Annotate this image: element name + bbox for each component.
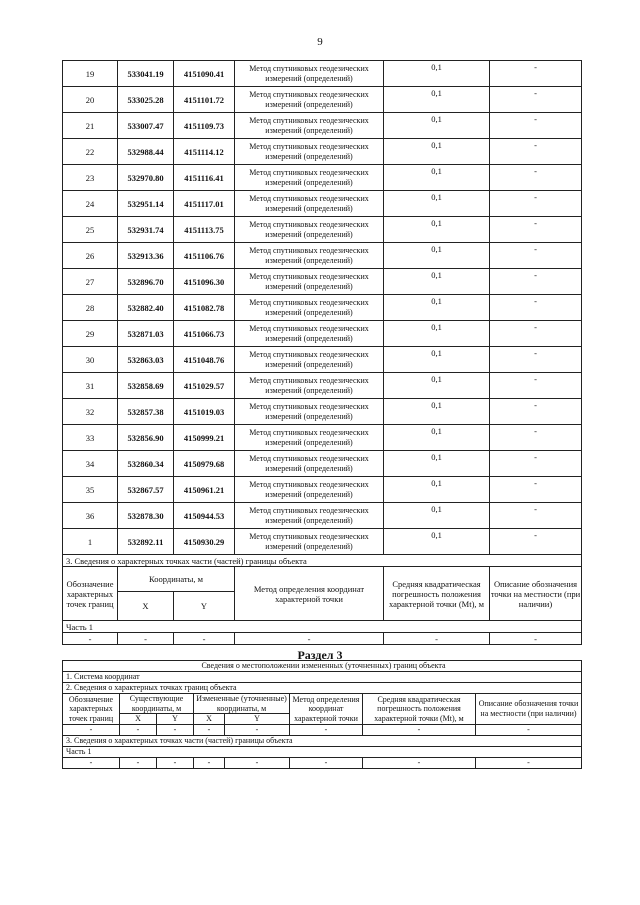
coord-y: 4150944.53 [174,503,235,529]
accuracy-cell: 0,1 [384,87,490,113]
method-cell: Метод спутниковых геодезических измерений (определений) [235,477,384,503]
point-number: 1 [63,529,118,555]
accuracy-cell: 0,1 [384,243,490,269]
s3-header-designation: Обозначение характерных точек границ [63,694,120,725]
accuracy-cell: 0,1 [384,295,490,321]
dash-cell: - [194,757,225,768]
coord-x: 533025.28 [118,87,174,113]
dash-cell: - [290,757,363,768]
point-number: 25 [63,217,118,243]
section3-item3: 3. Сведения о характерных точках части (частей) границы объекта [63,735,582,746]
accuracy-cell: 0,1 [384,269,490,295]
coord-x: 532896.70 [118,269,174,295]
accuracy-cell: 0,1 [384,61,490,87]
coord-y: 4150979.68 [174,451,235,477]
dash-cell: - [476,724,582,735]
description-cell: - [490,295,582,321]
point-number: 34 [63,451,118,477]
coord-y: 4150930.29 [174,529,235,555]
description-cell: - [490,191,582,217]
table-row [63,477,582,503]
method-cell: Метод спутниковых геодезических измерений (определений) [235,165,384,191]
coord-y: 4151019.03 [174,399,235,425]
section3-subtitle: Сведения о местоположении измененных (уточненных) границ объекта [63,661,582,672]
coord-x: 532860.34 [118,451,174,477]
coord-x: 532871.03 [118,321,174,347]
accuracy-cell: 0,1 [384,425,490,451]
description-cell: - [490,373,582,399]
method-cell: Метод спутниковых геодезических измерений (определений) [235,113,384,139]
description-cell: - [490,217,582,243]
coord-x: 532858.69 [118,373,174,399]
dash-cell: - [225,757,290,768]
header-x: X [118,592,174,621]
method-cell: Метод спутниковых геодезических измерений (определений) [235,139,384,165]
coord-y: 4151117.01 [174,191,235,217]
s3-header-changed: Измененные (уточненные) координаты, м [194,694,290,714]
method-cell: Метод спутниковых геодезических измерений (определений) [235,269,384,295]
point-number: 21 [63,113,118,139]
dash-cell: - [63,724,120,735]
accuracy-cell: 0,1 [384,529,490,555]
method-cell: Метод спутниковых геодезических измерений (определений) [235,399,384,425]
coord-y: 4151109.73 [174,113,235,139]
coord-y: 4151066.73 [174,321,235,347]
accuracy-cell: 0,1 [384,217,490,243]
method-cell: Метод спутниковых геодезических измерений (определений) [235,191,384,217]
s3-header-method: Метод определения координат характерной точки [290,694,363,725]
point-number: 28 [63,295,118,321]
description-cell: - [490,477,582,503]
dash-cell: - [120,757,157,768]
table-row [63,347,582,373]
table-row [63,165,582,191]
accuracy-cell: 0,1 [384,373,490,399]
method-cell: Метод спутниковых геодезических измерений (определений) [235,321,384,347]
method-cell: Метод спутниковых геодезических измерений (определений) [235,347,384,373]
table-row [63,529,582,555]
table-row [63,451,582,477]
dash-cell: - [194,724,225,735]
section3-part-label: Часть 1 [63,746,582,757]
coord-x: 533041.19 [118,61,174,87]
point-number: 30 [63,347,118,373]
dash-cell: - [235,633,384,645]
accuracy-cell: 0,1 [384,399,490,425]
accuracy-cell: 0,1 [384,503,490,529]
coord-y: 4151096.30 [174,269,235,295]
coord-x: 533007.47 [118,113,174,139]
coord-y: 4151048.76 [174,347,235,373]
table-row [63,295,582,321]
s3-header-description: Описание обозначения точки на местности (при наличии) [476,694,582,725]
accuracy-cell: 0,1 [384,347,490,373]
dash-cell: - [490,633,582,645]
s3-header-existing: Существующие координаты, м [120,694,194,714]
coordinates-table [62,60,582,645]
coord-x: 532882.40 [118,295,174,321]
header-coords: Координаты, м [118,567,235,592]
s3-header-accuracy: Средняя квадратическая погрешность положения характерной точки (Mt), м [363,694,476,725]
table-row [63,373,582,399]
description-cell: - [490,425,582,451]
point-number: 19 [63,61,118,87]
coord-y: 4151114.12 [174,139,235,165]
method-cell: Метод спутниковых геодезических измерений (определений) [235,451,384,477]
method-cell: Метод спутниковых геодезических измерений (определений) [235,217,384,243]
point-number: 31 [63,373,118,399]
method-cell: Метод спутниковых геодезических измерений (определений) [235,425,384,451]
header-description: Описание обозначения точки на местности (при наличии) [490,567,582,621]
accuracy-cell: 0,1 [384,113,490,139]
description-cell: - [490,139,582,165]
coord-x: 532970.80 [118,165,174,191]
point-number: 22 [63,139,118,165]
method-cell: Метод спутниковых геодезических измерений (определений) [235,373,384,399]
coord-x: 532892.11 [118,529,174,555]
accuracy-cell: 0,1 [384,321,490,347]
accuracy-cell: 0,1 [384,191,490,217]
description-cell: - [490,529,582,555]
coord-y: 4151082.78 [174,295,235,321]
table-row [63,217,582,243]
s3-header-changed-y: Y [225,714,290,725]
coord-x: 532951.14 [118,191,174,217]
s3-header-existing-y: Y [157,714,194,725]
coord-x: 532867.57 [118,477,174,503]
part3-title: 3. Сведения о характерных точках части (частей) границы объекта [63,555,582,567]
point-number: 24 [63,191,118,217]
point-number: 36 [63,503,118,529]
dash-cell: - [290,724,363,735]
table-row [63,139,582,165]
description-cell: - [490,503,582,529]
point-number: 35 [63,477,118,503]
part3-block [63,555,582,645]
table-row [63,87,582,113]
s3-header-existing-x: X [120,714,157,725]
method-cell: Метод спутниковых геодезических измерений (определений) [235,529,384,555]
table-row [63,269,582,295]
point-number: 29 [63,321,118,347]
point-number: 27 [63,269,118,295]
accuracy-cell: 0,1 [384,165,490,191]
coord-y: 4151101.72 [174,87,235,113]
coord-x: 532988.44 [118,139,174,165]
description-cell: - [490,321,582,347]
description-cell: - [490,61,582,87]
coord-x: 532857.38 [118,399,174,425]
coord-x: 532856.90 [118,425,174,451]
dash-cell: - [384,633,490,645]
coord-y: 4151090.41 [174,61,235,87]
method-cell: Метод спутниковых геодезических измерений (определений) [235,61,384,87]
description-cell: - [490,87,582,113]
coord-y: 4150999.21 [174,425,235,451]
coord-y: 4151106.76 [174,243,235,269]
coord-x: 532931.74 [118,217,174,243]
page-number: 9 [317,36,323,48]
point-number: 23 [63,165,118,191]
header-method: Метод определения координат характерной точки [235,567,384,621]
dash-cell: - [476,757,582,768]
table-row [63,243,582,269]
point-number: 33 [63,425,118,451]
dash-cell: - [63,757,120,768]
method-cell: Метод спутниковых геодезических измерений (определений) [235,295,384,321]
accuracy-cell: 0,1 [384,139,490,165]
header-accuracy: Средняя квадратическая погрешность положения характерной точки (Mt), м [384,567,490,621]
coordinates-table-body [63,61,582,555]
table-row [63,399,582,425]
coord-y: 4151116.41 [174,165,235,191]
description-cell: - [490,399,582,425]
method-cell: Метод спутниковых геодезических измерений (определений) [235,503,384,529]
method-cell: Метод спутниковых геодезических измерений (определений) [235,243,384,269]
table-row [63,425,582,451]
dash-cell: - [363,724,476,735]
description-cell: - [490,165,582,191]
coord-y: 4150961.21 [174,477,235,503]
point-number: 32 [63,399,118,425]
dash-cell: - [118,633,174,645]
coord-y: 4151029.57 [174,373,235,399]
accuracy-cell: 0,1 [384,477,490,503]
s3-header-changed-x: X [194,714,225,725]
section3-title: Раздел 3 [297,648,343,662]
description-cell: - [490,451,582,477]
table-row [63,113,582,139]
dash-cell: - [157,757,194,768]
dash-cell: - [225,724,290,735]
section3-item1: 1. Система координат [63,672,582,683]
dash-cell: - [174,633,235,645]
header-y: Y [174,592,235,621]
table-row [63,191,582,217]
section3-item2: 2. Сведения о характерных точках границ объекта [63,683,582,694]
dash-cell: - [120,724,157,735]
coord-y: 4151113.75 [174,217,235,243]
description-cell: - [490,269,582,295]
description-cell: - [490,347,582,373]
part-label: Часть 1 [63,621,582,633]
header-designation: Обозначение характерных точек границ [63,567,118,621]
method-cell: Метод спутниковых геодезических измерений (определений) [235,87,384,113]
coord-x: 532913.36 [118,243,174,269]
point-number: 20 [63,87,118,113]
dash-cell: - [63,633,118,645]
description-cell: - [490,243,582,269]
table-row [63,503,582,529]
coord-x: 532863.03 [118,347,174,373]
dash-cell: - [363,757,476,768]
accuracy-cell: 0,1 [384,451,490,477]
table-row [63,321,582,347]
dash-cell: - [157,724,194,735]
point-number: 26 [63,243,118,269]
table-row [63,61,582,87]
section3-table [62,660,582,769]
description-cell: - [490,113,582,139]
coord-x: 532878.30 [118,503,174,529]
